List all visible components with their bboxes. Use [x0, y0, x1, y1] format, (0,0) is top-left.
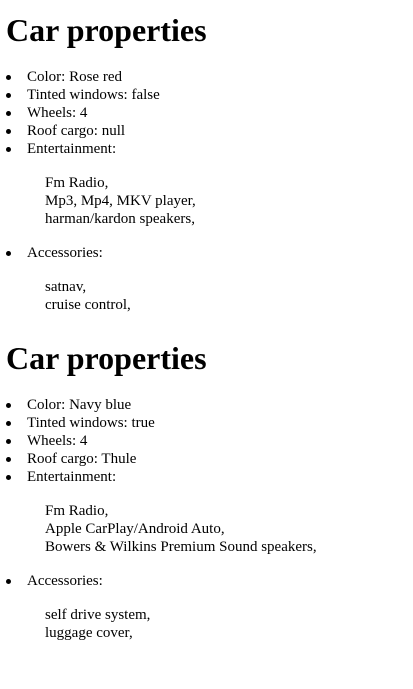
entertainment-item: Bowers & Wilkins Premium Sound speakers, — [45, 539, 317, 555]
color-property: Color: Navy blue — [6, 396, 406, 414]
entertainment-item: Mp3, Mp4, MKV player, — [45, 193, 196, 209]
accessory-item: satnav, — [45, 279, 87, 295]
wheels-property: Wheels: 4 — [6, 432, 406, 450]
accessories-list — [45, 278, 406, 314]
page-title: Car properties — [6, 12, 207, 48]
entertainment-label: Entertainment: — [27, 469, 117, 485]
accessories-property — [6, 572, 406, 642]
entertainment-item: Fm Radio, — [45, 503, 109, 519]
entertainment-property — [6, 140, 406, 228]
entertainment-item: harman/kardon speakers, — [45, 211, 195, 227]
roof-cargo-property: Roof cargo: null — [6, 122, 406, 140]
tinted-windows-property: Tinted windows: true — [6, 414, 406, 432]
accessory-item: self drive system, — [45, 607, 151, 623]
car-section — [6, 12, 406, 330]
car-properties-list — [6, 396, 406, 642]
roof-cargo-property: Roof cargo: Thule — [6, 450, 406, 468]
accessories-label: Accessories: — [27, 245, 103, 261]
entertainment-list — [45, 502, 406, 556]
entertainment-label: Entertainment: — [27, 141, 117, 157]
car-section — [6, 340, 406, 658]
entertainment-item: Fm Radio, — [45, 175, 109, 191]
entertainment-property — [6, 468, 406, 556]
page-title: Car properties — [6, 340, 207, 376]
entertainment-item: Apple CarPlay/Android Auto, — [45, 521, 225, 537]
entertainment-list — [45, 174, 406, 228]
accessories-property — [6, 244, 406, 314]
wheels-property: Wheels: 4 — [6, 104, 406, 122]
accessories-list — [45, 606, 406, 642]
accessory-item: cruise control, — [45, 297, 131, 313]
accessory-item: luggage cover, — [45, 625, 133, 641]
accessories-label: Accessories: — [27, 573, 103, 589]
color-property: Color: Rose red — [6, 68, 406, 86]
tinted-windows-property: Tinted windows: false — [6, 86, 406, 104]
car-properties-list — [6, 68, 406, 314]
